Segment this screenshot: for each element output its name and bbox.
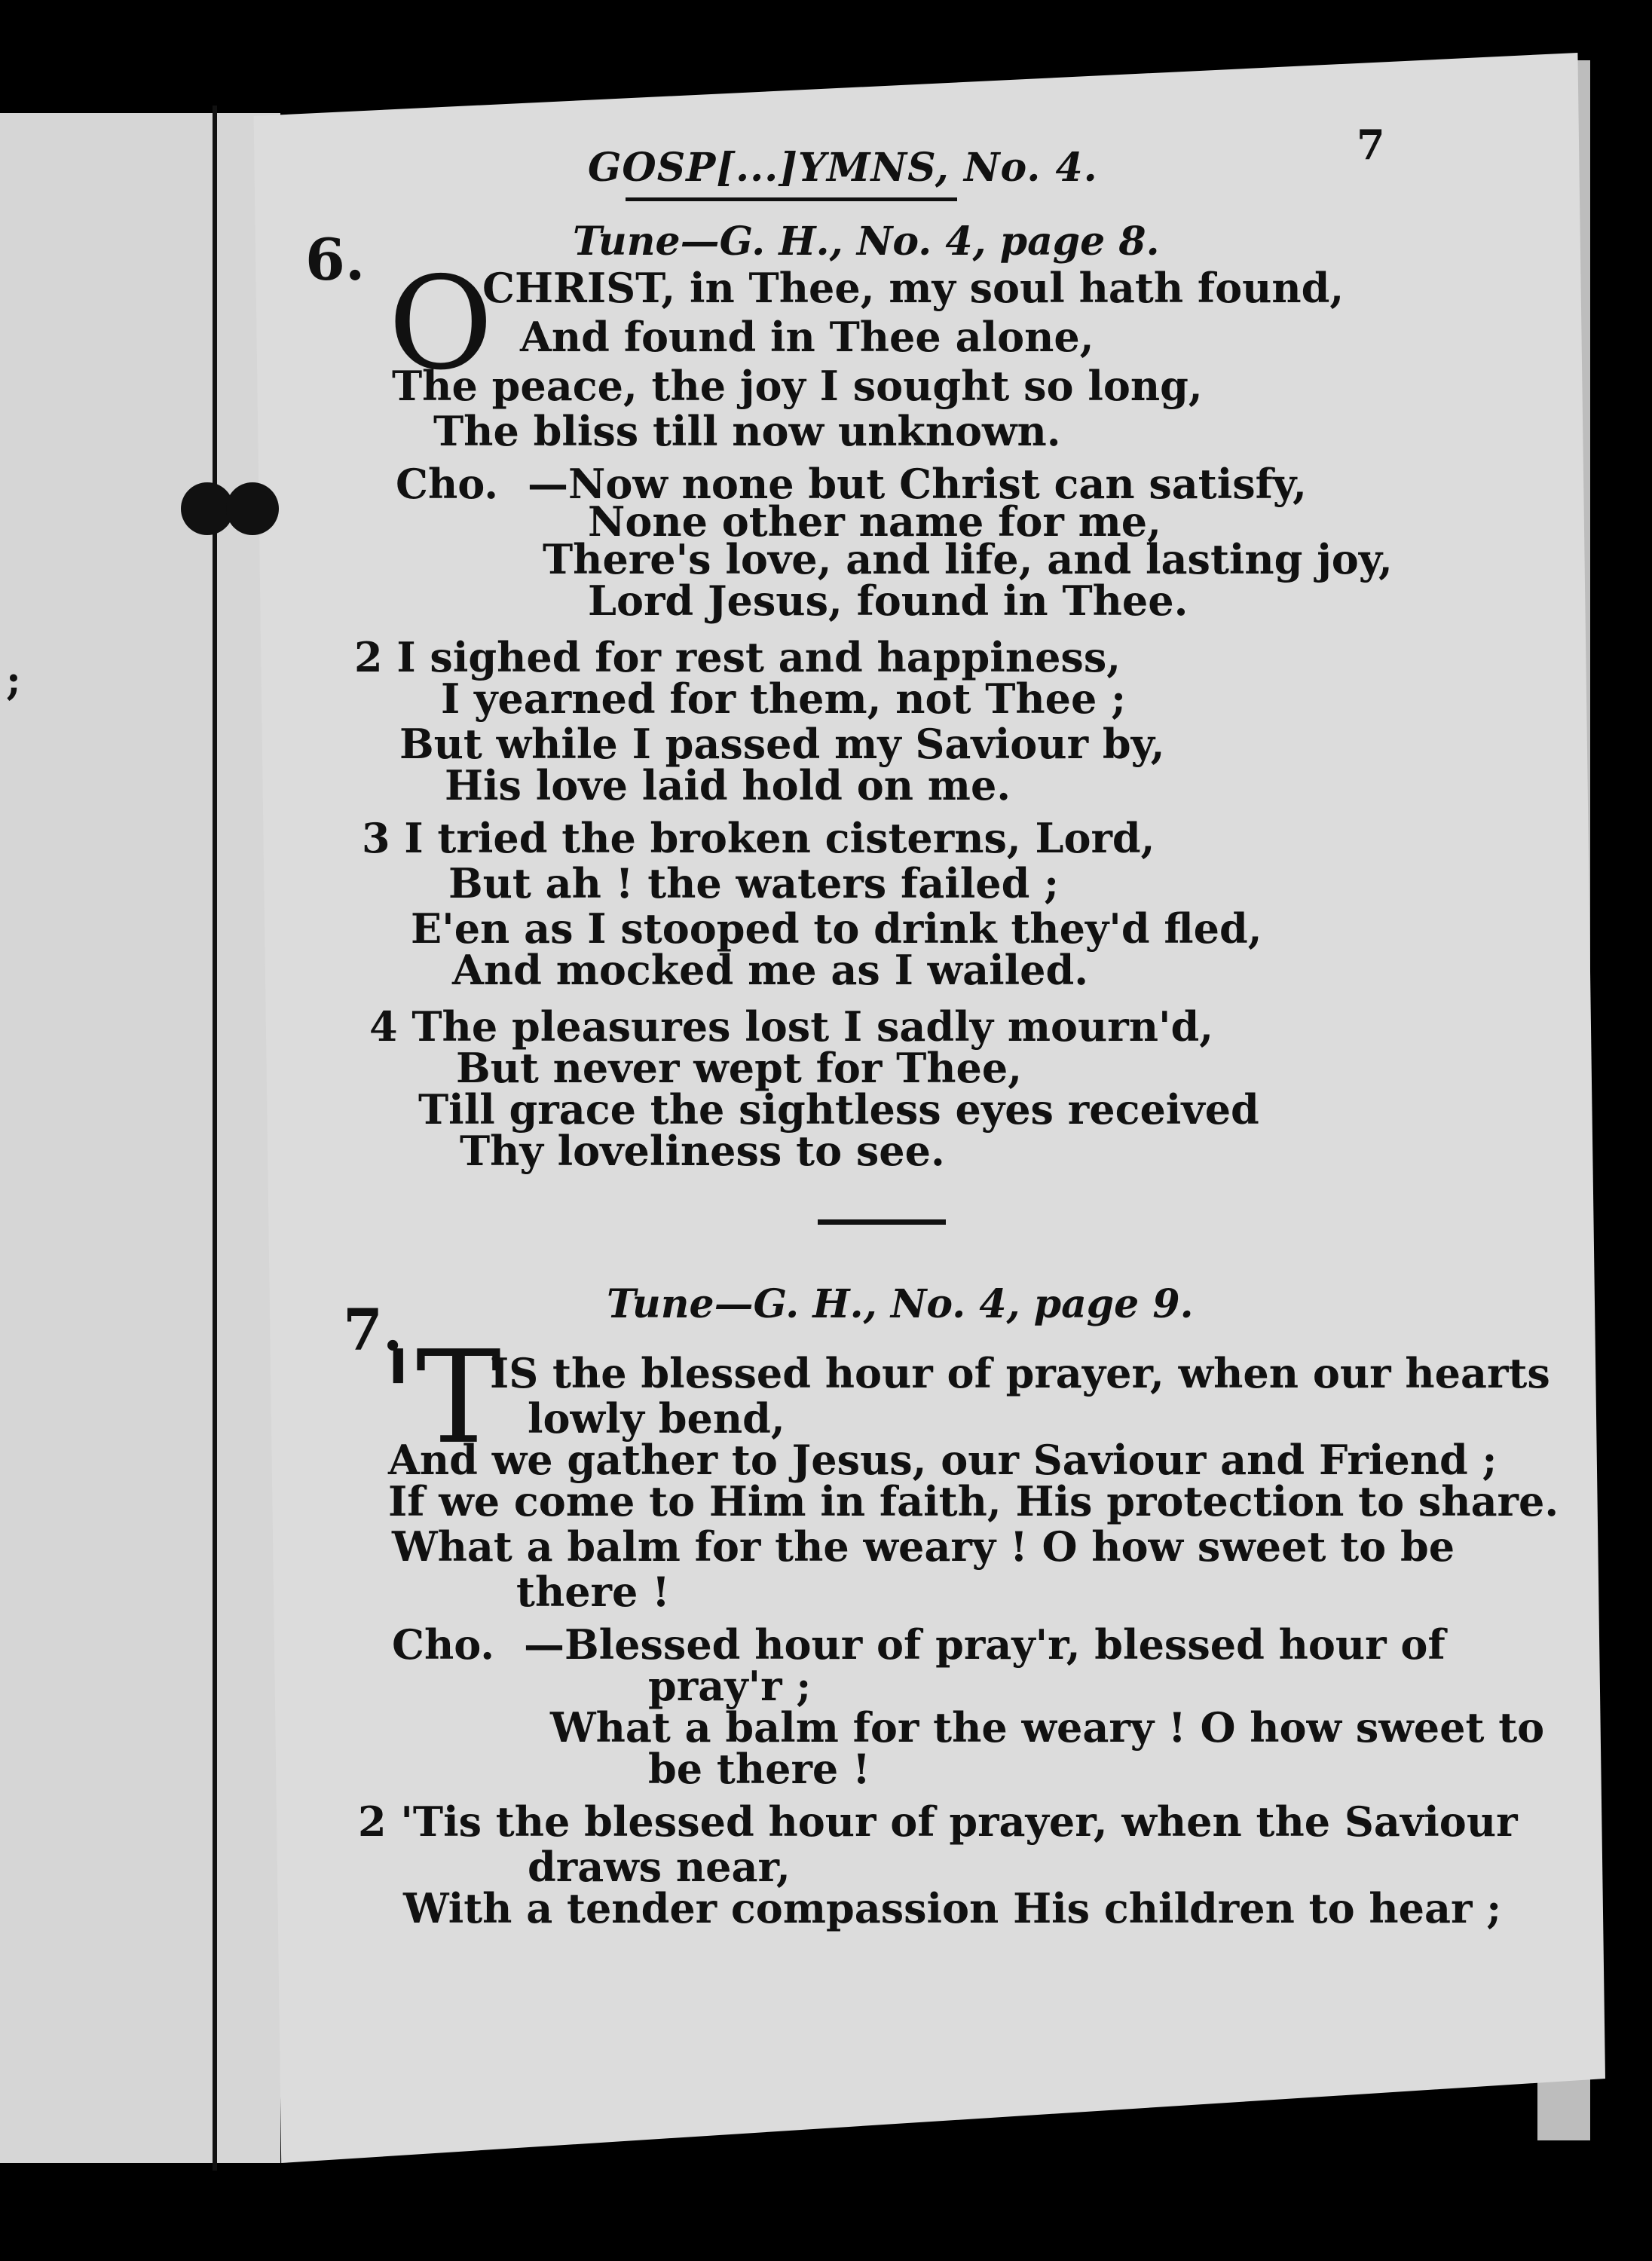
- hymn7-verse2-line: draws near,: [528, 1843, 791, 1891]
- hymn7-chorus-line: What a balm for the weary ! O how sweet to: [550, 1703, 1545, 1752]
- hymn6-verse4-line: But never wept for Thee,: [456, 1044, 1023, 1092]
- hymn6-verse2-line: 2 I sighed for rest and happiness,: [354, 633, 1121, 681]
- hymn6-line: The bliss till now unknown.: [433, 407, 1061, 455]
- hymn7-line: What a balm for the weary ! O how sweet to be: [392, 1522, 1455, 1571]
- hymn-number-7: 7.: [343, 1296, 403, 1363]
- hymn6-line: The peace, the joy I sought so long,: [392, 362, 1203, 410]
- hymn7-tune: Tune—G. H., No. 4, page 9.: [607, 1281, 1194, 1327]
- hymn6-verse3-line: And mocked me as I wailed.: [452, 946, 1089, 994]
- binder-hole: [226, 482, 279, 535]
- hymn7-chorus-line: —Blessed hour of pray'r, blessed hour of: [524, 1620, 1446, 1669]
- hymn7-verse2-line: 2 'Tis the blessed hour of prayer, when the Saviour: [358, 1797, 1518, 1846]
- left-page: [0, 113, 280, 2163]
- hymn6-verse2-line: His love laid hold on me.: [445, 761, 1011, 809]
- hymn6-verse3-line: 3 I tried the broken cisterns, Lord,: [362, 814, 1155, 862]
- hymn6-line: CHRIST, in Thee, my soul hath found,: [482, 264, 1345, 312]
- hymn6-chorus-line: —Now none but Christ can satisfy,: [528, 460, 1307, 508]
- hymn7-line: And we gather to Jesus, our Saviour and Friend ;: [388, 1436, 1498, 1484]
- hymn7-dropcap: 'T: [381, 1323, 502, 1473]
- left-page-mark: ;: [6, 656, 21, 704]
- hymn6-verse2-line: But while I passed my Saviour by,: [399, 720, 1165, 768]
- hymn6-chorus-line: None other name for me,: [588, 497, 1161, 546]
- hymn7-chorus-line: pray'r ;: [648, 1662, 812, 1710]
- hymn6-chorus-line: Lord Jesus, found in Thee.: [588, 577, 1189, 625]
- hymn6-dropcap: O: [388, 249, 494, 399]
- hymn6-verse4-line: Till grace the sightless eyes received: [418, 1085, 1259, 1134]
- page-number: 7: [1357, 121, 1385, 169]
- hymn-number-6: 6.: [305, 226, 366, 293]
- hymn6-verse3-line: E'en as I stooped to drink they'd fled,: [411, 904, 1262, 953]
- hymn6-line: And found in Thee alone,: [520, 313, 1094, 361]
- hymn7-chorus-line: be there !: [648, 1745, 870, 1793]
- hymn6-chorus-label: Cho.: [396, 460, 499, 508]
- hymn7-line: lowly bend,: [528, 1394, 785, 1443]
- hymn6-verse4-line: Thy loveliness to see.: [460, 1127, 945, 1175]
- binding-gutter: [213, 106, 217, 2171]
- section-rule: [818, 1219, 946, 1225]
- hymn6-verse3-line: But ah ! the waters failed ;: [448, 859, 1060, 907]
- hymn6-tune: Tune—G. H., No. 4, page 8.: [573, 219, 1160, 265]
- hymn7-line: If we come to Him in faith, His protection to share.: [388, 1477, 1559, 1525]
- hymn7-chorus-label: Cho.: [392, 1620, 495, 1669]
- running-header: GOSP[...]YMNS, No. 4.: [588, 145, 1098, 191]
- header-rule: [626, 197, 957, 201]
- hymn7-verse2-line: With a tender compassion His children to hear ;: [403, 1884, 1502, 1932]
- hymn7-line: IS the blessed hour of prayer, when our hearts: [490, 1349, 1550, 1397]
- hymn6-verse4-line: 4 The pleasures lost I sadly mourn'd,: [369, 1002, 1214, 1051]
- hymn7-line: there !: [516, 1568, 670, 1616]
- hymn6-chorus-line: There's love, and life, and lasting joy,: [543, 535, 1393, 583]
- hymn6-verse2-line: I yearned for them, not Thee ;: [441, 675, 1127, 723]
